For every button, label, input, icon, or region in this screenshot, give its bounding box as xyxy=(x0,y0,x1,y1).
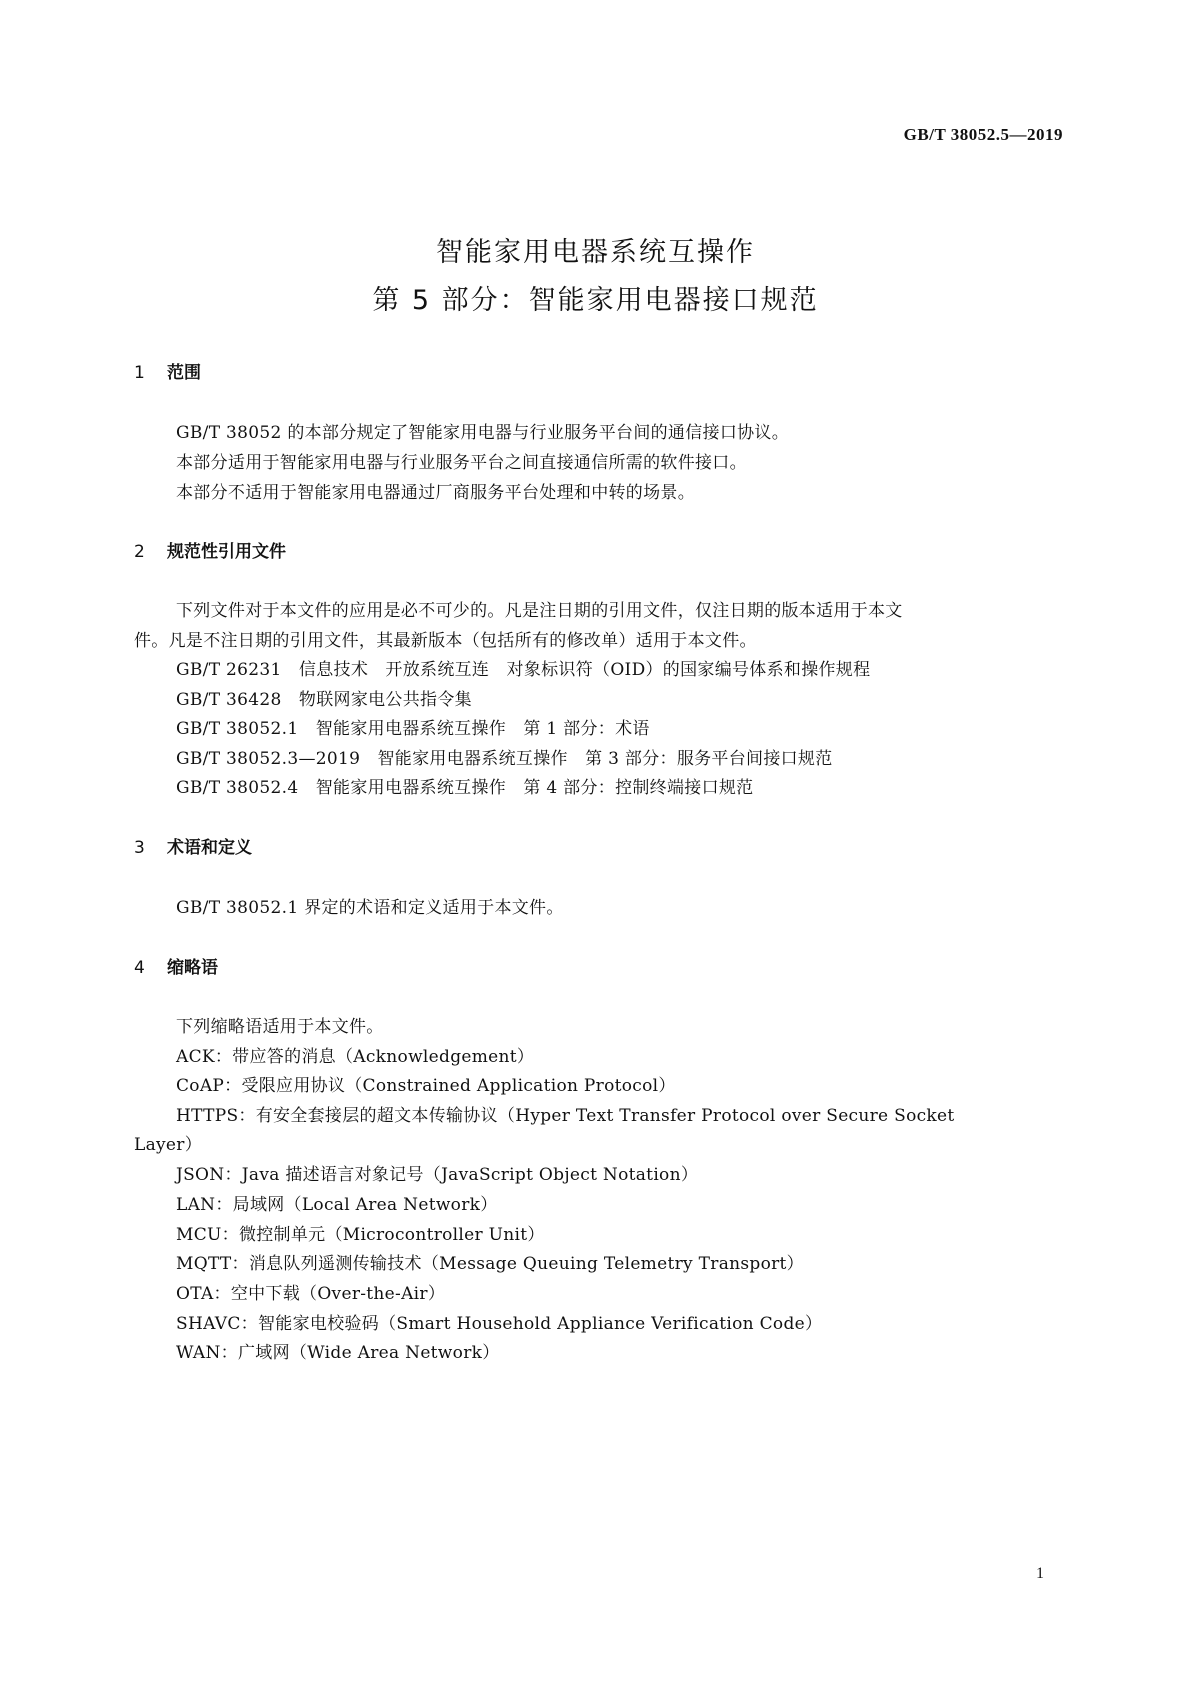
paragraph-line: 下列缩略语适用于本文件。 xyxy=(176,1017,384,1037)
abbreviation-item: ACK：带应答的消息（Acknowledgement） xyxy=(176,1047,535,1067)
paragraph-line: 件。凡是不注日期的引用文件，其最新版本（包括所有的修改单）适用于本文件。 xyxy=(134,631,757,651)
abbreviation-item: OTA：空中下载（Over-the-Air） xyxy=(176,1284,446,1304)
abbreviation-item: MQTT：消息队列遥测传输技术（Message Queuing Telemetry Transport） xyxy=(176,1254,804,1274)
document-title-line-1: 智能家用电器系统互操作 xyxy=(436,237,755,268)
section-heading-abbreviations xyxy=(134,953,218,978)
section-number: 3 xyxy=(134,838,145,858)
section-number: 1 xyxy=(134,363,145,383)
abbreviation-item: SHAVC：智能家电校验码（Smart Household Appliance Verification Code） xyxy=(176,1314,823,1334)
paragraph-line: GB/T 38052 的本部分规定了智能家用电器与行业服务平台间的通信接口协议。 xyxy=(176,423,790,443)
section-title: 术语和定义 xyxy=(167,838,252,858)
standard-number: GB/T 38052.5—2019 xyxy=(903,125,1063,144)
abbreviation-item-continuation: Layer） xyxy=(134,1135,203,1155)
section-title: 范围 xyxy=(167,363,201,383)
paragraph-line: GB/T 38052.1 界定的术语和定义适用于本文件。 xyxy=(176,898,564,918)
abbreviation-item: HTTPS：有安全套接层的超文本传输协议（Hyper Text Transfer Protocol over Secure Socket xyxy=(176,1106,955,1126)
paragraph-line: 下列文件对于本文件的应用是必不可少的。凡是注日期的引用文件，仅注日期的版本适用于本文 xyxy=(176,601,903,621)
section-number: 2 xyxy=(134,542,145,562)
section-number: 4 xyxy=(134,958,145,978)
section-heading-normative-references xyxy=(134,537,286,562)
section-title: 缩略语 xyxy=(167,958,218,978)
reference-item: GB/T 38052.4 智能家用电器系统互操作 第 4 部分：控制终端接口规范 xyxy=(176,778,754,798)
paragraph-line: 本部分不适用于智能家用电器通过厂商服务平台处理和中转的场景。 xyxy=(176,483,695,503)
abbreviation-item: MCU：微控制单元（Microcontroller Unit） xyxy=(176,1225,545,1245)
abbreviation-item: JSON：Java 描述语言对象记号（JavaScript Object Notation） xyxy=(176,1165,699,1185)
reference-item: GB/T 38052.1 智能家用电器系统互操作 第 1 部分：术语 xyxy=(176,719,650,739)
section-title: 规范性引用文件 xyxy=(167,542,286,562)
abbreviation-item: WAN：广域网（Wide Area Network） xyxy=(176,1343,500,1363)
reference-item: GB/T 26231 信息技术 开放系统互连 对象标识符（OID）的国家编号体系和操作规程 xyxy=(176,660,871,680)
abbreviation-item: CoAP：受限应用协议（Constrained Application Protocol） xyxy=(176,1076,676,1096)
page-number: 1 xyxy=(1036,1565,1044,1582)
document-title-line-2: 第 5 部分：智能家用电器接口规范 xyxy=(372,285,819,316)
abbreviation-item: LAN：局域网（Local Area Network） xyxy=(176,1195,498,1215)
reference-item: GB/T 36428 物联网家电公共指令集 xyxy=(176,690,472,710)
paragraph-line: 本部分适用于智能家用电器与行业服务平台之间直接通信所需的软件接口。 xyxy=(176,453,747,473)
section-heading-scope xyxy=(134,358,201,383)
reference-item: GB/T 38052.3—2019 智能家用电器系统互操作 第 3 部分：服务平台间接口规范 xyxy=(176,749,833,769)
section-heading-terms xyxy=(134,833,252,858)
